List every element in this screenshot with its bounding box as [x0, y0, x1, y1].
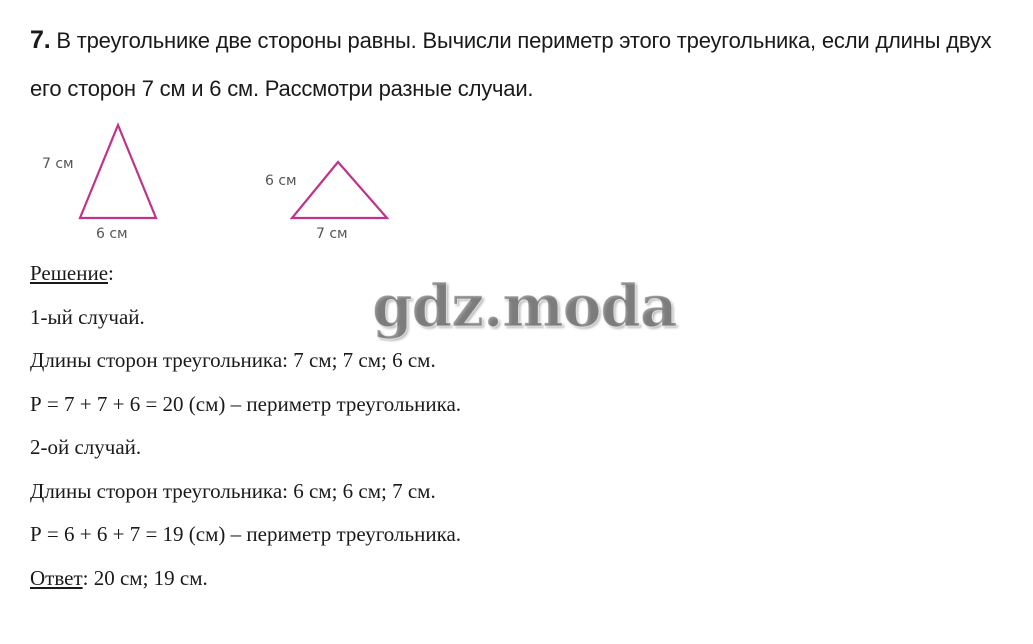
case-1-sides: Длины сторон треугольника: 7 см; 7 см; 6 см. [30, 348, 436, 372]
site-watermark: gdz.moda [372, 272, 677, 340]
case-2-formula: Р = 6 + 6 + 7 = 19 (см) – периметр треугольника. [30, 522, 462, 546]
solution-heading: Решение [30, 261, 109, 285]
case-2-sides: Длины сторон треугольника: 6 см; 6 см; 7 см. [30, 478, 436, 503]
case-1-title: 1-ый случай. [30, 304, 145, 329]
triangle-2-side-label: 6 см [265, 173, 297, 189]
triangle-figures [30, 118, 530, 248]
task-number: 7. [30, 26, 51, 54]
case-2-title: 2-ой случай. [30, 435, 142, 459]
triangle-1-base-label: 6 см [96, 226, 128, 242]
answer-text: : 20 см; 19 см. [82, 565, 208, 590]
triangle-2-base-label: 7 см [316, 226, 348, 242]
answer-line [30, 561, 1020, 605]
solution-block [30, 256, 1020, 604]
solution-heading-line [30, 256, 1020, 300]
answer-label: Ответ [30, 565, 83, 590]
solution-heading-colon: : [108, 261, 114, 285]
task-text: В треугольнике две стороны равны. Вычисли периметр этого треугольника, если длины двух его сторон 7 см и 6 см. Рассмотри разные случаи. [30, 28, 992, 101]
triangles-drawing [30, 118, 530, 248]
case-1-formula: Р = 7 + 7 + 6 = 20 (см) – периметр треугольника. [30, 391, 462, 416]
task-statement [30, 16, 1020, 113]
triangle-1 [80, 125, 156, 218]
triangle-2 [292, 162, 387, 218]
triangle-1-side-label: 7 см [42, 156, 74, 172]
